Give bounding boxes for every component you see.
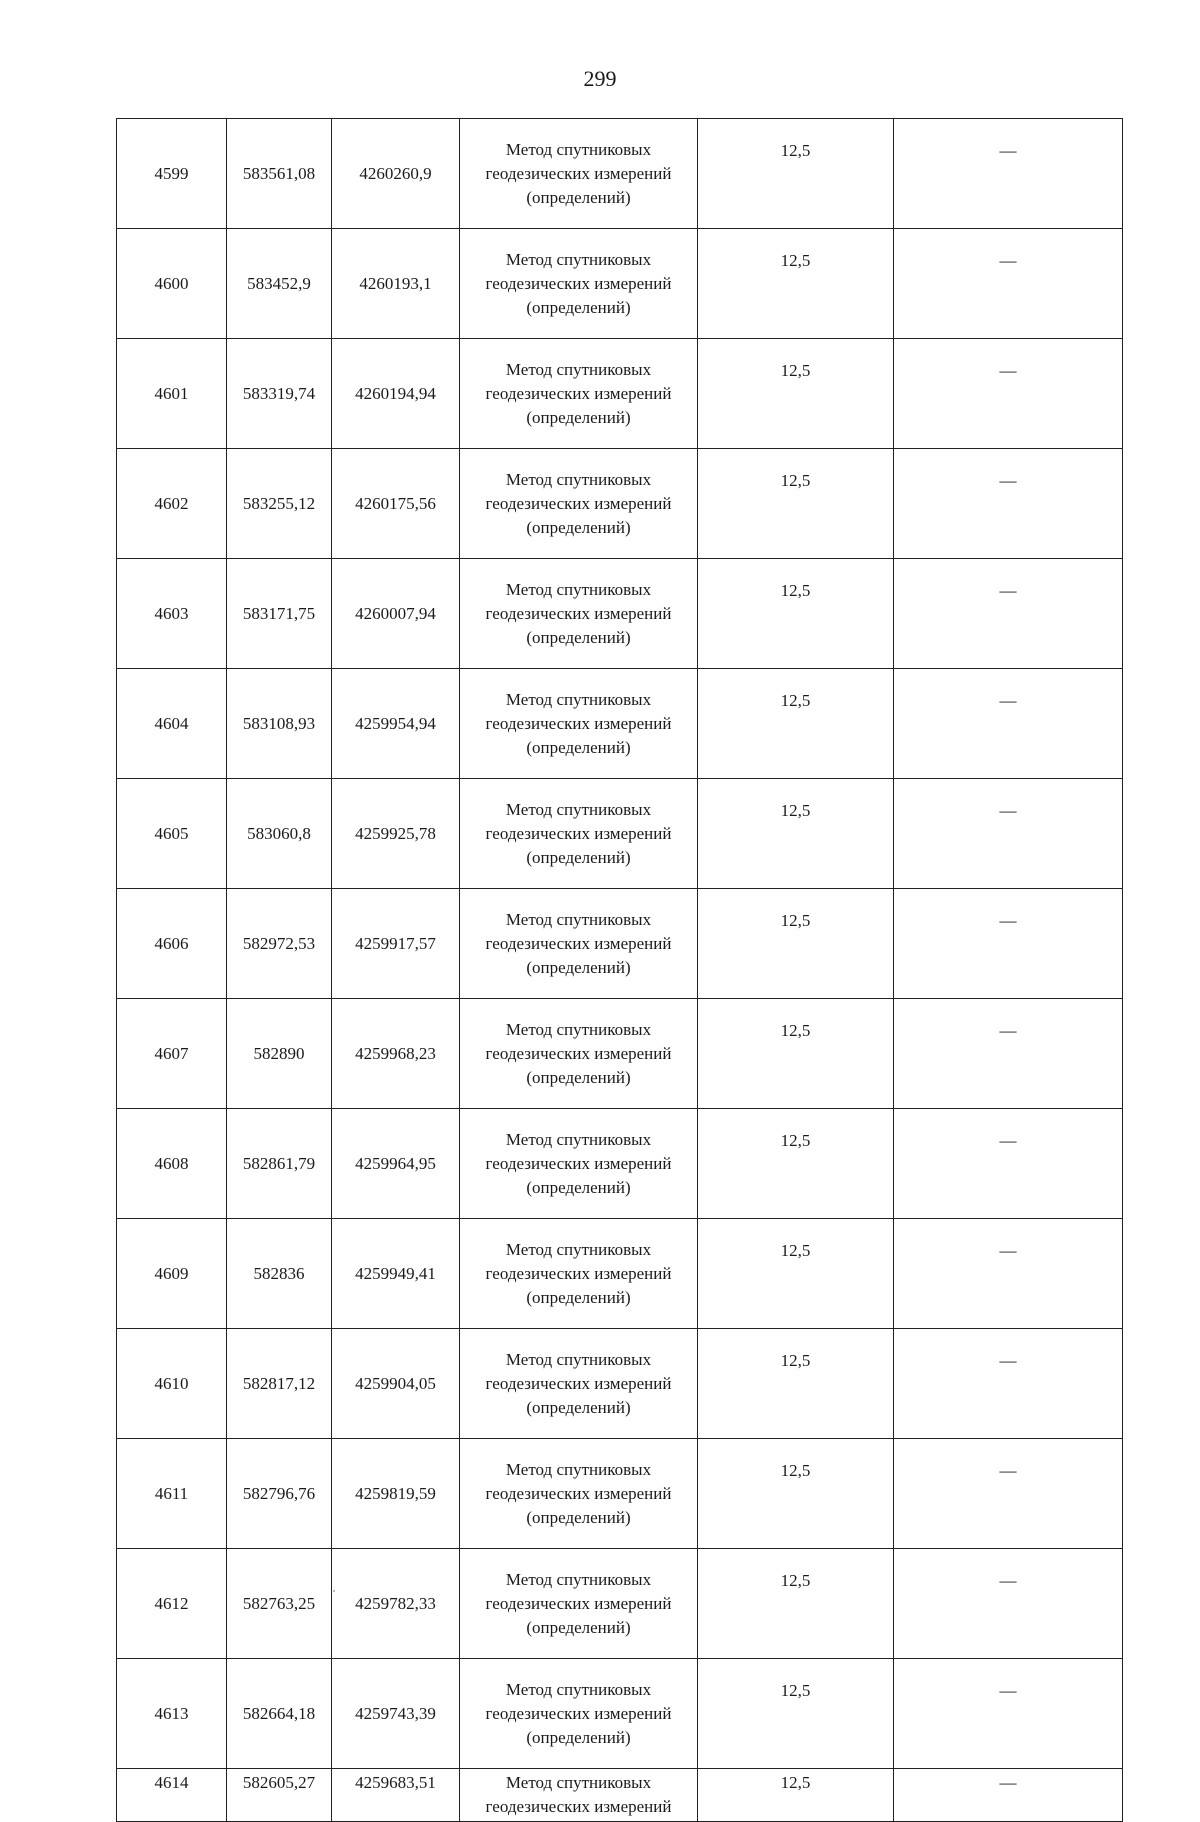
method-cell — [460, 339, 698, 449]
method-text-line: Метод спутниковых — [505, 579, 652, 599]
point-number-cell: 4605 — [117, 779, 227, 889]
accuracy-cell: 12,5 — [698, 559, 894, 669]
method-text-line: (определений) — [526, 1397, 631, 1417]
accuracy-cell: 12,5 — [698, 1109, 894, 1219]
point-number-cell: 4602 — [117, 449, 227, 559]
table-row — [117, 1769, 1123, 1822]
description-cell — [894, 1219, 1123, 1329]
accuracy-cell: 12,5 — [698, 669, 894, 779]
empty-dash: — — [999, 471, 1017, 490]
table-body — [117, 119, 1123, 1822]
method-text-line: Метод спутниковых — [505, 469, 652, 489]
method-cell — [460, 1219, 698, 1329]
empty-dash: — — [999, 1571, 1017, 1590]
description-cell — [894, 229, 1123, 339]
y-coordinate-cell: 4260194,94 — [332, 339, 460, 449]
empty-dash: — — [999, 1773, 1017, 1792]
x-coordinate-cell: 582836 — [227, 1219, 332, 1329]
method-text-line: (определений) — [526, 187, 631, 207]
method-cell — [460, 1769, 698, 1822]
x-coordinate-cell: 582796,76 — [227, 1439, 332, 1549]
method-cell — [460, 449, 698, 559]
table-row — [117, 1329, 1123, 1439]
accuracy-cell: 12,5 — [698, 229, 894, 339]
y-coordinate-cell: 4259968,23 — [332, 999, 460, 1109]
point-number-cell: 4599 — [117, 119, 227, 229]
x-coordinate-cell: 582605,27 — [227, 1769, 332, 1822]
description-cell — [894, 889, 1123, 999]
method-cell — [460, 559, 698, 669]
description-cell — [894, 1769, 1123, 1822]
method-text-line: геодезических измерений — [485, 823, 672, 843]
y-coordinate-cell: 4259683,51 — [332, 1769, 460, 1822]
point-number-cell: 4601 — [117, 339, 227, 449]
y-coordinate-cell: 4259782,33 — [332, 1549, 460, 1659]
accuracy-cell: 12,5 — [698, 1659, 894, 1769]
empty-dash: — — [999, 1351, 1017, 1370]
accuracy-cell: 12,5 — [698, 1219, 894, 1329]
empty-dash: — — [999, 801, 1017, 820]
description-cell — [894, 1329, 1123, 1439]
method-text-line: геодезических измерений — [485, 933, 672, 953]
method-text-line: геодезических измерений — [485, 1263, 672, 1283]
empty-dash: — — [999, 1021, 1017, 1040]
description-cell — [894, 669, 1123, 779]
x-coordinate-cell: 582763,25 — [227, 1549, 332, 1659]
method-text-line: (определений) — [526, 1727, 631, 1747]
method-text-line: геодезических измерений — [485, 1043, 672, 1063]
method-text-line: Метод спутниковых — [505, 909, 652, 929]
table-row — [117, 999, 1123, 1109]
x-coordinate-cell: 583060,8 — [227, 779, 332, 889]
table-row — [117, 1219, 1123, 1329]
point-number-cell: 4613 — [117, 1659, 227, 1769]
accuracy-cell: 12,5 — [698, 119, 894, 229]
method-text-line: Метод спутниковых — [505, 249, 652, 269]
y-coordinate-cell: 4259917,57 — [332, 889, 460, 999]
x-coordinate-cell: 582972,53 — [227, 889, 332, 999]
empty-dash: — — [999, 911, 1017, 930]
point-number-cell: 4608 — [117, 1109, 227, 1219]
method-cell — [460, 1659, 698, 1769]
x-coordinate-cell: 582664,18 — [227, 1659, 332, 1769]
y-coordinate-cell: 4259819,59 — [332, 1439, 460, 1549]
method-text-line: Метод спутниковых — [505, 359, 652, 379]
y-coordinate-cell: 4260193,1 — [332, 229, 460, 339]
table-row — [117, 1549, 1123, 1659]
method-text-line: (определений) — [526, 627, 631, 647]
description-cell — [894, 119, 1123, 229]
x-coordinate-cell: 582861,79 — [227, 1109, 332, 1219]
table-row — [117, 559, 1123, 669]
method-text-line: Метод спутниковых — [505, 1019, 652, 1039]
table-row — [117, 669, 1123, 779]
description-cell — [894, 779, 1123, 889]
x-coordinate-cell: 583171,75 — [227, 559, 332, 669]
empty-dash: — — [999, 1241, 1017, 1260]
method-text-line: геодезических измерений — [485, 163, 672, 183]
table-row — [117, 1439, 1123, 1549]
description-cell — [894, 1549, 1123, 1659]
x-coordinate-cell: 582890 — [227, 999, 332, 1109]
table-row — [117, 889, 1123, 999]
method-cell — [460, 1439, 698, 1549]
point-number-cell: 4603 — [117, 559, 227, 669]
empty-dash: — — [999, 1131, 1017, 1150]
description-cell — [894, 449, 1123, 559]
method-text-line: геодезических измерений — [485, 713, 672, 733]
y-coordinate-cell: 4259964,95 — [332, 1109, 460, 1219]
x-coordinate-cell: 583255,12 — [227, 449, 332, 559]
method-text-line: геодезических измерений — [485, 1797, 672, 1816]
method-text-line: (определений) — [526, 1067, 631, 1087]
method-text-line: (определений) — [526, 517, 631, 537]
point-number-cell: 4614 — [117, 1769, 227, 1822]
x-coordinate-cell: 583561,08 — [227, 119, 332, 229]
method-text-line: (определений) — [526, 1287, 631, 1307]
coordinates-table — [116, 118, 1123, 1822]
empty-dash: — — [999, 361, 1017, 380]
method-text-line: Метод спутниковых — [505, 1239, 652, 1259]
method-text-line: геодезических измерений — [485, 1153, 672, 1173]
method-cell — [460, 1549, 698, 1659]
description-cell — [894, 339, 1123, 449]
method-text-line: Метод спутниковых — [505, 1129, 652, 1149]
method-text-line: геодезических измерений — [485, 1373, 672, 1393]
method-text-line: Метод спутниковых — [505, 139, 652, 159]
empty-dash: — — [999, 1681, 1017, 1700]
accuracy-cell: 12,5 — [698, 339, 894, 449]
method-cell — [460, 889, 698, 999]
method-text-line: (определений) — [526, 297, 631, 317]
accuracy-cell: 12,5 — [698, 1549, 894, 1659]
empty-dash: — — [999, 141, 1017, 160]
accuracy-cell: 12,5 — [698, 999, 894, 1109]
table-row — [117, 119, 1123, 229]
method-text-line: (определений) — [526, 847, 631, 867]
table-row — [117, 1659, 1123, 1769]
method-text-line: (определений) — [526, 1177, 631, 1197]
method-text-line: геодезических измерений — [485, 1703, 672, 1723]
empty-dash: — — [999, 691, 1017, 710]
method-text-line: Метод спутниковых — [505, 1773, 652, 1792]
table-row — [117, 779, 1123, 889]
empty-dash: — — [999, 581, 1017, 600]
table-row — [117, 1109, 1123, 1219]
method-text-line: геодезических измерений — [485, 493, 672, 513]
accuracy-cell: 12,5 — [698, 779, 894, 889]
empty-dash: — — [999, 1461, 1017, 1480]
method-text-line: Метод спутниковых — [505, 799, 652, 819]
accuracy-cell: 12,5 — [698, 449, 894, 559]
method-text-line: геодезических измерений — [485, 1593, 672, 1613]
description-cell — [894, 1659, 1123, 1769]
x-coordinate-cell: 583452,9 — [227, 229, 332, 339]
accuracy-cell: 12,5 — [698, 1769, 894, 1822]
method-text-line: Метод спутниковых — [505, 1349, 652, 1369]
method-text-line: (определений) — [526, 407, 631, 427]
description-cell — [894, 1109, 1123, 1219]
y-coordinate-cell: 4260007,94 — [332, 559, 460, 669]
table-row — [117, 229, 1123, 339]
accuracy-cell: 12,5 — [698, 1439, 894, 1549]
method-text-line: геодезических измерений — [485, 273, 672, 293]
method-cell — [460, 119, 698, 229]
x-coordinate-cell: 583108,93 — [227, 669, 332, 779]
method-text-line: Метод спутниковых — [505, 689, 652, 709]
description-cell — [894, 1439, 1123, 1549]
y-coordinate-cell: 4260260,9 — [332, 119, 460, 229]
method-text-line: (определений) — [526, 737, 631, 757]
table-row — [117, 449, 1123, 559]
description-cell — [894, 559, 1123, 669]
y-coordinate-cell: 4259949,41 — [332, 1219, 460, 1329]
method-cell — [460, 229, 698, 339]
x-coordinate-cell: 582817,12 — [227, 1329, 332, 1439]
y-coordinate-cell: 4259904,05 — [332, 1329, 460, 1439]
point-number-cell: 4607 — [117, 999, 227, 1109]
y-coordinate-cell: 4260175,56 — [332, 449, 460, 559]
method-text-line: (определений) — [526, 1617, 631, 1637]
method-text-line: Метод спутниковых — [505, 1569, 652, 1589]
scan-artifact — [333, 1590, 335, 1592]
point-number-cell: 4611 — [117, 1439, 227, 1549]
point-number-cell: 4604 — [117, 669, 227, 779]
point-number-cell: 4612 — [117, 1549, 227, 1659]
method-text-line: Метод спутниковых — [505, 1679, 652, 1699]
y-coordinate-cell: 4259925,78 — [332, 779, 460, 889]
page-number: 299 — [583, 66, 617, 91]
method-text-line: геодезических измерений — [485, 1483, 672, 1503]
method-text-line: (определений) — [526, 1507, 631, 1527]
method-cell — [460, 1109, 698, 1219]
description-cell — [894, 999, 1123, 1109]
point-number-cell: 4609 — [117, 1219, 227, 1329]
x-coordinate-cell: 583319,74 — [227, 339, 332, 449]
method-cell — [460, 669, 698, 779]
method-text-line: геодезических измерений — [485, 383, 672, 403]
point-number-cell: 4606 — [117, 889, 227, 999]
table-row — [117, 339, 1123, 449]
method-text-line: геодезических измерений — [485, 603, 672, 623]
method-cell — [460, 1329, 698, 1439]
method-cell — [460, 999, 698, 1109]
point-number-cell: 4610 — [117, 1329, 227, 1439]
accuracy-cell: 12,5 — [698, 889, 894, 999]
method-text-line: Метод спутниковых — [505, 1459, 652, 1479]
y-coordinate-cell: 4259743,39 — [332, 1659, 460, 1769]
point-number-cell: 4600 — [117, 229, 227, 339]
accuracy-cell: 12,5 — [698, 1329, 894, 1439]
empty-dash: — — [999, 251, 1017, 270]
y-coordinate-cell: 4259954,94 — [332, 669, 460, 779]
method-cell — [460, 779, 698, 889]
method-text-line: (определений) — [526, 957, 631, 977]
